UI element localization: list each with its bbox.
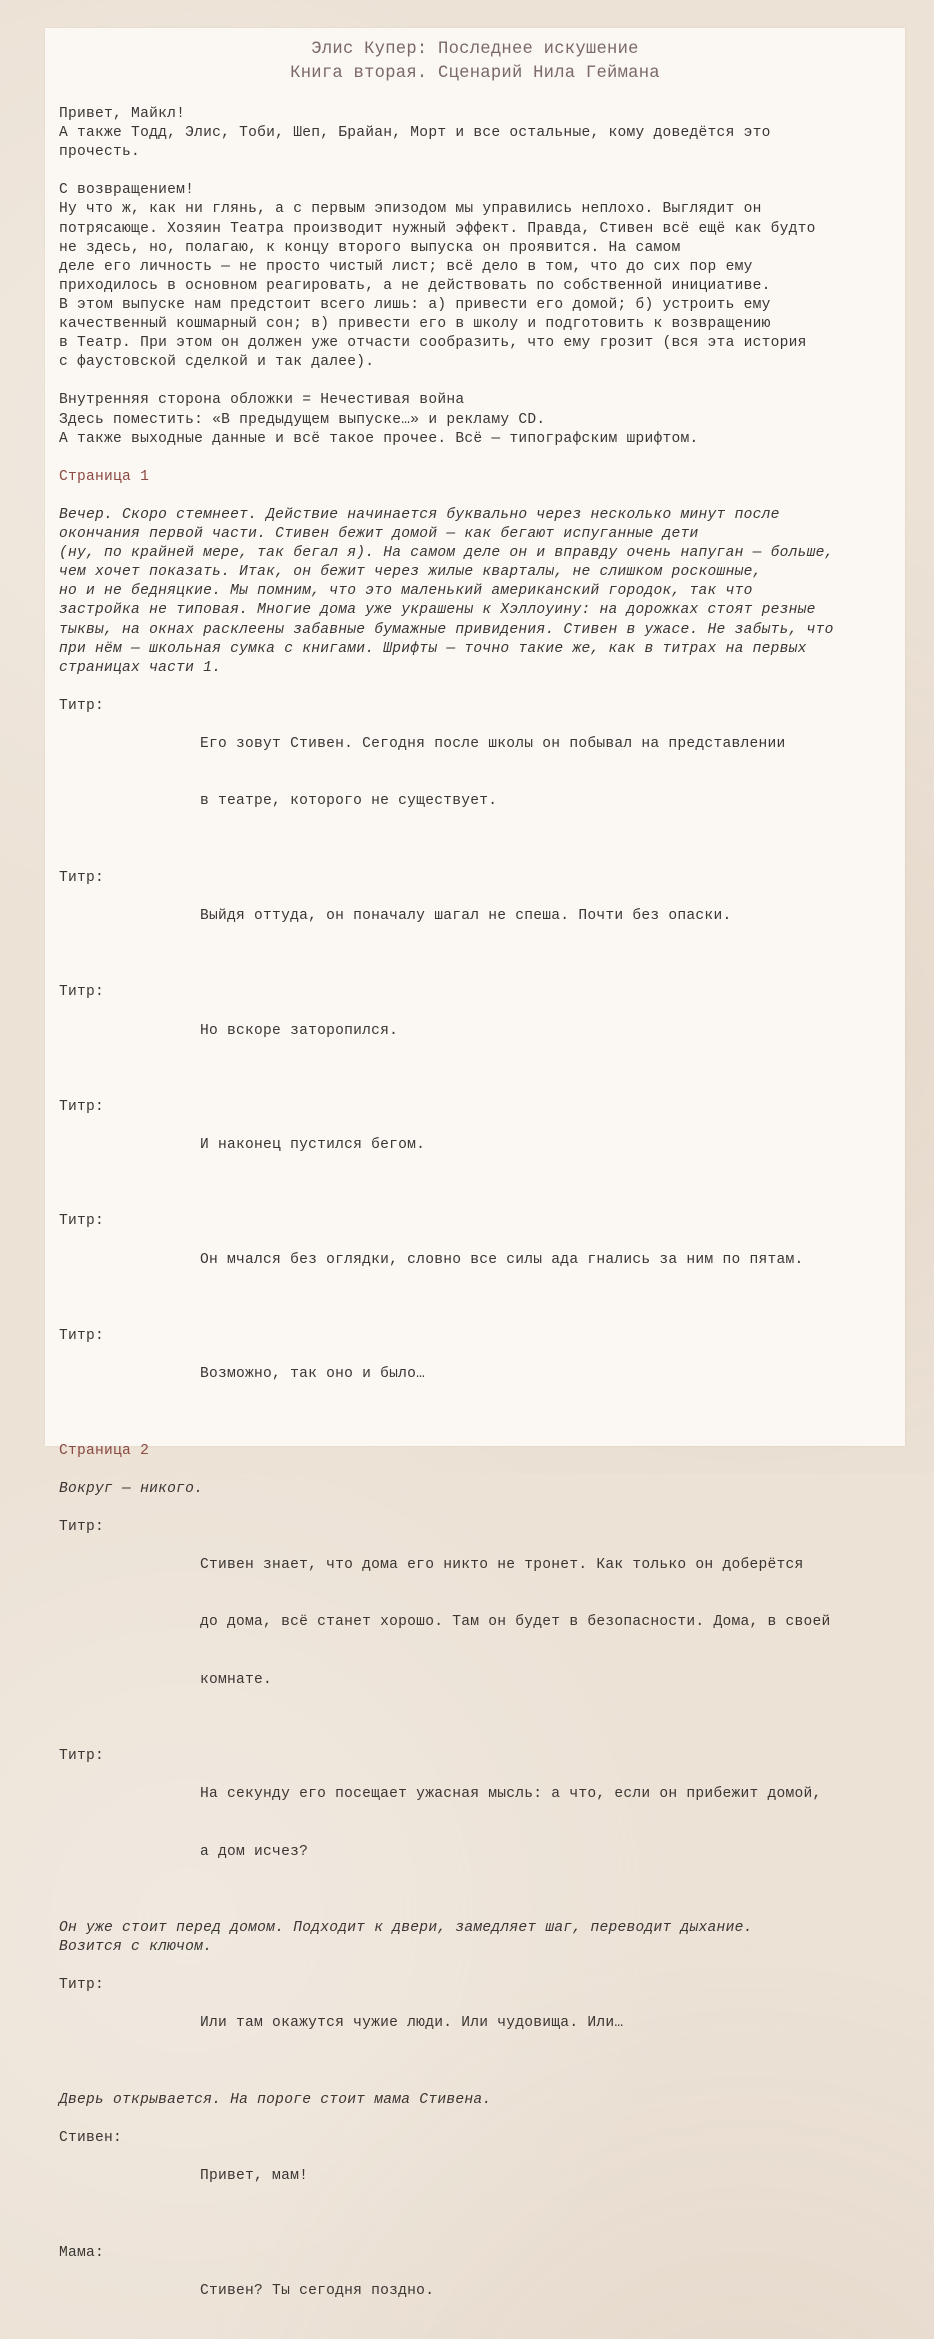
caption-speaker: Титр: (59, 1518, 105, 1535)
script-page (45, 28, 905, 2299)
dialog-text (200, 2129, 308, 2224)
caption-speaker: Титр: (59, 984, 105, 1001)
welcome-line: качественный кошмарный сон; в) привести его в школу и подготовить к возвращению (59, 316, 771, 333)
caption-block (59, 983, 891, 1078)
caption-speaker: Титр: (59, 1098, 105, 1115)
direction-line: (ну, по крайней мере, так бегал я). На самом деле он и вправду очень напуган — больше, (59, 545, 834, 562)
caption-line: комнате. (200, 1671, 273, 1688)
caption-line: Его зовут Стивен. Сегодня после школы он побывал на представлении (200, 736, 786, 753)
direction-line: Дверь открывается. На пороге стоит мама Стивена. (59, 2091, 492, 2108)
direction-line: страницах части 1. (59, 659, 222, 676)
caption-text (200, 869, 731, 964)
intro-paragraph (59, 105, 891, 162)
welcome-line: в Театр. При этом он должен уже отчасти сообразить, что ему грозит (вся эта история (59, 335, 807, 352)
document-title: Элис Купер: Последнее искушение (311, 40, 639, 59)
welcome-line: приходилось в основном реагировать, а не действовать по собственной инициативе. (59, 277, 771, 294)
direction-line: но и не бедняцкие. Мы помним, что это маленький американский городок, так что (59, 583, 753, 600)
document-header (59, 38, 891, 86)
caption-line: в театре, которого не существует. (200, 793, 498, 810)
caption-line: Выйдя оттуда, он поначалу шагал не спеша. Почти без опаски. (200, 907, 732, 924)
direction-line: Вокруг — никого. (59, 1480, 204, 1497)
dialog-line: Привет, мам! (200, 2168, 309, 2185)
direction-line: окончания первой части. Стивен бежит домой — как бегают испуганные дети (59, 526, 699, 543)
caption-text (200, 983, 398, 1078)
dialog-line: Стивен? Ты сегодня поздно. (200, 2282, 435, 2299)
caption-block (59, 869, 891, 964)
caption-text (200, 1327, 425, 1422)
caption-speaker: Титр: (59, 1977, 105, 1994)
cover-line: А также выходные данные и всё такое прочее. Всё — типографским шрифтом. (59, 430, 699, 447)
caption-text (200, 1212, 804, 1307)
welcome-line: потрясающе. Хозяин Театра производит нужный эффект. Правда, Стивен всё ещё как будто (59, 220, 816, 237)
welcome-line: не здесь, но, полагаю, к концу второго выпуска он проявится. На самом (59, 239, 681, 256)
script-content (45, 28, 905, 2339)
dialog-speaker: Мама: (59, 2244, 105, 2261)
caption-line: до дома, всё станет хорошо. Там он будет в безопасности. Дома, в своей (200, 1614, 831, 1631)
welcome-line: Ну что ж, как ни глянь, а с первым эпизодом мы управились неплохо. Выглядит он (59, 201, 762, 218)
intro-line: Привет, Майкл! (59, 106, 186, 122)
dialog-speaker: Стивен: (59, 2129, 123, 2146)
caption-text (200, 1518, 831, 1728)
caption-block (59, 1976, 891, 2071)
direction-line: тыквы, на окнах расклеены забавные бумажные привидения. Стивен в ужасе. Не забыть, что (59, 621, 834, 638)
caption-block (59, 1747, 891, 1900)
caption-block (59, 1518, 891, 1728)
dialog-block (59, 2129, 891, 2224)
welcome-paragraph (59, 181, 891, 372)
caption-text (200, 697, 786, 850)
caption-speaker: Титр: (59, 697, 105, 714)
direction-line: застройка не типовая. Многие дома уже украшены к Хэллоуину: на дорожках стоят резные (59, 602, 816, 619)
page-1-heading: Страница 1 (59, 468, 150, 485)
caption-speaker: Титр: (59, 869, 105, 886)
cover-line: Здесь поместить: «В предыдущем выпуске…» и рекламу CD. (59, 411, 546, 428)
welcome-line: деле его личность — не просто чистый лист; всё дело в том, что до сих пор ему (59, 258, 753, 275)
caption-line: а дом исчез? (200, 1843, 309, 1860)
welcome-line: В этом выпуске нам предстоит всего лишь: а) привести его домой; б) устроить ему (59, 296, 771, 313)
caption-line: И наконец пустился бегом. (200, 1137, 426, 1154)
cover-paragraph (59, 391, 891, 448)
caption-text (200, 1747, 822, 1900)
caption-line: Стивен знает, что дома его никто не тронет. Как только он доберётся (200, 1557, 804, 1574)
welcome-line: с фаустовской сделкой и так далее). (59, 354, 375, 371)
caption-speaker: Титр: (59, 1328, 105, 1344)
caption-line: Он мчался без оглядки, словно все силы ада гнались за ним по пятам. (200, 1251, 804, 1268)
direction-line: Вечер. Скоро стемнеет. Действие начинается буквально через несколько минут после (59, 506, 780, 523)
document-subtitle: Книга вторая. Сценарий Нила Геймана (290, 64, 660, 83)
direction-line: Он уже стоит перед домом. Подходит к двери, замедляет шаг, переводит дыхание. (59, 1919, 753, 1936)
page-2-heading: Страница 2 (59, 1442, 150, 1459)
caption-line: Но вскоре заторопился. (200, 1022, 399, 1039)
caption-block (59, 1212, 891, 1307)
caption-line: Возможно, так оно и было… (200, 1366, 426, 1383)
caption-text (200, 1098, 425, 1193)
dialog-text (200, 2244, 434, 2339)
direction-line: Возится с ключом. (59, 1939, 213, 1955)
direction-line: при нём — школьная сумка с книгами. Шрифты — точно такие же, как в титрах на первых (59, 640, 807, 657)
caption-line: Или там окажутся чужие люди. Или чудовища. Или… (200, 2015, 624, 2032)
page-1-direction (59, 506, 891, 678)
intro-line: прочесть. (59, 144, 141, 161)
caption-block (59, 1098, 891, 1193)
caption-speaker: Титр: (59, 1213, 105, 1230)
page-2-direction (59, 1919, 891, 1957)
caption-speaker: Титр: (59, 1748, 105, 1765)
caption-text (200, 1976, 623, 2071)
cover-line: Внутренняя сторона обложки = Нечестивая война (59, 392, 465, 409)
dialog-block (59, 2244, 891, 2339)
caption-block (59, 697, 891, 850)
caption-block (59, 1327, 891, 1422)
welcome-line: С возвращением! (59, 182, 195, 199)
caption-line: На секунду его посещает ужасная мысль: а что, если он прибежит домой, (200, 1786, 822, 1803)
intro-line: А также Тодд, Элис, Тоби, Шеп, Брайан, Морт и все остальные, кому доведётся это (59, 125, 771, 142)
direction-line: чем хочет показать. Итак, он бежит через жилые кварталы, не слишком роскошные, (59, 564, 762, 581)
